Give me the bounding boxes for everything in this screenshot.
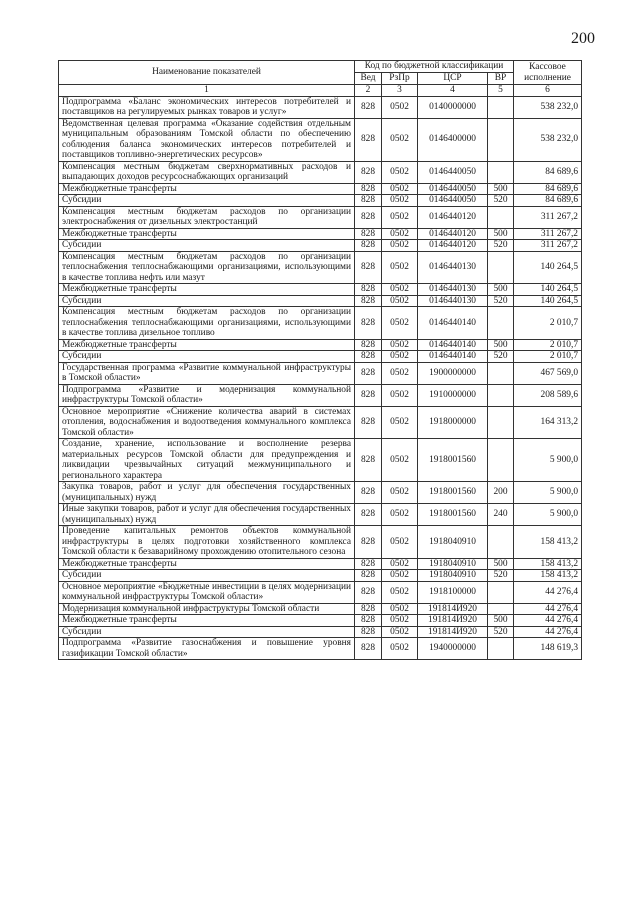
row-name: Ведомственная целевая программа «Оказание содействия отдельным муниципальным образованиям Томской области по обеспечению соблюдения баланса экономических интересов потребителей и поставщиков топливно-энергетических ресурсов» <box>59 118 355 161</box>
row-name: Межбюджетные трансферты <box>59 284 355 296</box>
row-cash: 311 267,2 <box>514 206 582 228</box>
row-name: Государственная программа «Развитие коммунальной инфраструктуры в Томской области» <box>59 362 355 384</box>
row-ved: 828 <box>355 161 382 183</box>
row-cash: 84 689,6 <box>514 161 582 183</box>
row-name: Субсидии <box>59 351 355 363</box>
row-vr <box>488 581 514 603</box>
row-rzpr: 0502 <box>382 439 418 482</box>
row-name: Компенсация местным бюджетам расходов по организации электроснабжения от дизельных электростанций <box>59 206 355 228</box>
row-rzpr: 0502 <box>382 183 418 195</box>
row-name: Компенсация местным бюджетам сверхнормативных расходов и выпадающих доходов ресурсоснабжающих организаций <box>59 161 355 183</box>
column-number: 4 <box>418 85 488 97</box>
row-csr: 1918000000 <box>418 406 488 439</box>
column-number: 5 <box>488 85 514 97</box>
table-row <box>59 526 582 559</box>
table-row <box>59 439 582 482</box>
table-row <box>59 351 582 363</box>
header-name: Наименование показателей <box>59 61 355 85</box>
row-rzpr: 0502 <box>382 228 418 240</box>
table-row <box>59 161 582 183</box>
row-ved: 828 <box>355 183 382 195</box>
row-vr: 500 <box>488 284 514 296</box>
row-name: Субсидии <box>59 195 355 207</box>
row-csr: 1918001560 <box>418 504 488 526</box>
row-cash: 311 267,2 <box>514 240 582 252</box>
row-ved: 828 <box>355 626 382 638</box>
row-rzpr: 0502 <box>382 339 418 351</box>
row-vr: 500 <box>488 339 514 351</box>
row-csr: 191814И920 <box>418 626 488 638</box>
row-rzpr: 0502 <box>382 251 418 284</box>
row-vr <box>488 251 514 284</box>
row-csr: 0146440050 <box>418 195 488 207</box>
table-row <box>59 183 582 195</box>
row-csr: 1918040910 <box>418 526 488 559</box>
row-name: Межбюджетные трансферты <box>59 339 355 351</box>
row-rzpr: 0502 <box>382 526 418 559</box>
row-rzpr: 0502 <box>382 558 418 570</box>
row-vr: 500 <box>488 183 514 195</box>
row-vr <box>488 362 514 384</box>
row-name: Основное мероприятие «Снижение количества аварий в системах отопления, водоснабжения и водоотведения коммунального комплекса Томской области» <box>59 406 355 439</box>
row-ved: 828 <box>355 284 382 296</box>
column-number: 2 <box>355 85 382 97</box>
header-csr: ЦСР <box>418 73 488 85</box>
row-ved: 828 <box>355 526 382 559</box>
row-csr: 0146440120 <box>418 240 488 252</box>
row-name: Субсидии <box>59 570 355 582</box>
header-cash: Кассовое исполнение <box>514 61 582 85</box>
row-vr: 520 <box>488 240 514 252</box>
table-row <box>59 482 582 504</box>
row-vr <box>488 406 514 439</box>
row-cash: 5 900,0 <box>514 439 582 482</box>
row-csr: 0146440140 <box>418 351 488 363</box>
header-code-group: Код по бюджетной классификации <box>355 61 514 73</box>
row-cash: 5 900,0 <box>514 482 582 504</box>
row-csr: 0146400000 <box>418 118 488 161</box>
row-cash: 158 413,2 <box>514 570 582 582</box>
row-csr: 1918040910 <box>418 570 488 582</box>
row-rzpr: 0502 <box>382 603 418 615</box>
table-row <box>59 626 582 638</box>
table-row <box>59 240 582 252</box>
row-ved: 828 <box>355 581 382 603</box>
table-row <box>59 581 582 603</box>
row-ved: 828 <box>355 228 382 240</box>
row-cash: 44 276,4 <box>514 626 582 638</box>
row-ved: 828 <box>355 339 382 351</box>
row-csr: 1918001560 <box>418 439 488 482</box>
row-name: Субсидии <box>59 295 355 307</box>
row-cash: 5 900,0 <box>514 504 582 526</box>
row-rzpr: 0502 <box>382 581 418 603</box>
row-cash: 84 689,6 <box>514 195 582 207</box>
row-ved: 828 <box>355 351 382 363</box>
row-vr <box>488 439 514 482</box>
row-name: Компенсация местным бюджетам расходов по организации теплоснабжения теплоснабжающими организациями, использующими в качестве топлива дизельное топливо <box>59 307 355 340</box>
table-row <box>59 251 582 284</box>
row-rzpr: 0502 <box>382 504 418 526</box>
row-ved: 828 <box>355 295 382 307</box>
row-name: Межбюджетные трансферты <box>59 615 355 627</box>
row-ved: 828 <box>355 603 382 615</box>
row-ved: 828 <box>355 558 382 570</box>
row-name: Подпрограмма «Баланс экономических интересов потребителей и поставщиков на регулируемых рынках товаров и услуг» <box>59 96 355 118</box>
table-row <box>59 96 582 118</box>
row-cash: 140 264,5 <box>514 284 582 296</box>
row-csr: 1900000000 <box>418 362 488 384</box>
table-row <box>59 195 582 207</box>
row-rzpr: 0502 <box>382 240 418 252</box>
row-vr <box>488 526 514 559</box>
row-cash: 467 569,0 <box>514 362 582 384</box>
row-rzpr: 0502 <box>382 351 418 363</box>
table-row <box>59 228 582 240</box>
row-name: Создание, хранение, использование и восполнение резерва материальных ресурсов Томской области для предупреждения и ликвидации чрезвычайных ситуаций межмуниципального и регионального характера <box>59 439 355 482</box>
row-cash: 84 689,6 <box>514 183 582 195</box>
row-vr: 500 <box>488 228 514 240</box>
row-rzpr: 0502 <box>382 96 418 118</box>
row-csr: 1940000000 <box>418 638 488 660</box>
row-vr <box>488 603 514 615</box>
table-row <box>59 558 582 570</box>
row-rzpr: 0502 <box>382 206 418 228</box>
row-cash: 140 264,5 <box>514 295 582 307</box>
table-row <box>59 307 582 340</box>
row-cash: 44 276,4 <box>514 581 582 603</box>
column-numbers-row <box>59 85 582 97</box>
row-rzpr: 0502 <box>382 161 418 183</box>
row-cash: 44 276,4 <box>514 603 582 615</box>
row-rzpr: 0502 <box>382 615 418 627</box>
row-csr: 0146440120 <box>418 206 488 228</box>
row-vr <box>488 307 514 340</box>
row-vr: 500 <box>488 558 514 570</box>
table-row <box>59 384 582 406</box>
row-ved: 828 <box>355 504 382 526</box>
row-rzpr: 0502 <box>382 406 418 439</box>
row-cash: 44 276,4 <box>514 615 582 627</box>
row-csr: 0146440130 <box>418 284 488 296</box>
table-row <box>59 284 582 296</box>
row-rzpr: 0502 <box>382 362 418 384</box>
row-ved: 828 <box>355 206 382 228</box>
row-csr: 1910000000 <box>418 384 488 406</box>
row-csr: 191814И920 <box>418 603 488 615</box>
row-vr: 520 <box>488 195 514 207</box>
header-rzpr: РзПр <box>382 73 418 85</box>
row-csr: 0146440130 <box>418 295 488 307</box>
row-cash: 538 232,0 <box>514 96 582 118</box>
row-ved: 828 <box>355 638 382 660</box>
row-cash: 164 313,2 <box>514 406 582 439</box>
table-body <box>59 96 582 660</box>
row-csr: 1918001560 <box>418 482 488 504</box>
row-ved: 828 <box>355 615 382 627</box>
table-row <box>59 206 582 228</box>
row-ved: 828 <box>355 307 382 340</box>
row-ved: 828 <box>355 195 382 207</box>
row-cash: 208 589,6 <box>514 384 582 406</box>
row-name: Межбюджетные трансферты <box>59 183 355 195</box>
row-rzpr: 0502 <box>382 307 418 340</box>
row-rzpr: 0502 <box>382 118 418 161</box>
row-vr <box>488 638 514 660</box>
table-row <box>59 615 582 627</box>
row-vr: 520 <box>488 570 514 582</box>
row-csr: 0146440140 <box>418 307 488 340</box>
row-name: Субсидии <box>59 240 355 252</box>
table-row <box>59 295 582 307</box>
row-name: Подпрограмма «Развитие газоснабжения и повышение уровня газификации Томской области» <box>59 638 355 660</box>
row-rzpr: 0502 <box>382 570 418 582</box>
row-vr <box>488 118 514 161</box>
row-cash: 538 232,0 <box>514 118 582 161</box>
row-vr <box>488 384 514 406</box>
row-name: Межбюджетные трансферты <box>59 558 355 570</box>
row-ved: 828 <box>355 570 382 582</box>
row-name: Проведение капитальных ремонтов объектов коммунальной инфраструктуры в целях подготовки хозяйственного комплекса Томской области к безаварийному прохождению отопительного сезона <box>59 526 355 559</box>
row-rzpr: 0502 <box>382 284 418 296</box>
row-vr: 520 <box>488 351 514 363</box>
row-csr: 0146440140 <box>418 339 488 351</box>
row-cash: 140 264,5 <box>514 251 582 284</box>
table-row <box>59 118 582 161</box>
row-vr: 520 <box>488 626 514 638</box>
row-vr: 520 <box>488 295 514 307</box>
row-vr <box>488 96 514 118</box>
row-name: Закупка товаров, работ и услуг для обеспечения государственных (муниципальных) нужд <box>59 482 355 504</box>
row-csr: 0146440130 <box>418 251 488 284</box>
row-vr <box>488 161 514 183</box>
row-rzpr: 0502 <box>382 195 418 207</box>
row-rzpr: 0502 <box>382 384 418 406</box>
row-cash: 2 010,7 <box>514 307 582 340</box>
table-row <box>59 362 582 384</box>
row-ved: 828 <box>355 362 382 384</box>
row-csr: 1918040910 <box>418 558 488 570</box>
table-row <box>59 638 582 660</box>
page-number: 200 <box>571 30 595 47</box>
column-number: 6 <box>514 85 582 97</box>
row-name: Иные закупки товаров, работ и услуг для обеспечения государственных (муниципальных) нужд <box>59 504 355 526</box>
row-csr: 0146440120 <box>418 228 488 240</box>
row-ved: 828 <box>355 96 382 118</box>
row-csr: 0146440050 <box>418 183 488 195</box>
row-cash: 311 267,2 <box>514 228 582 240</box>
header-ved: Вед <box>355 73 382 85</box>
row-rzpr: 0502 <box>382 295 418 307</box>
row-ved: 828 <box>355 240 382 252</box>
budget-table <box>58 60 582 660</box>
row-cash: 158 413,2 <box>514 558 582 570</box>
row-ved: 828 <box>355 406 382 439</box>
row-vr: 500 <box>488 615 514 627</box>
row-ved: 828 <box>355 439 382 482</box>
table-row <box>59 504 582 526</box>
row-ved: 828 <box>355 384 382 406</box>
row-ved: 828 <box>355 482 382 504</box>
row-ved: 828 <box>355 118 382 161</box>
row-name: Подпрограмма «Развитие и модернизация коммунальной инфраструктуры Томской области» <box>59 384 355 406</box>
header-vr: ВР <box>488 73 514 85</box>
row-name: Межбюджетные трансферты <box>59 228 355 240</box>
row-rzpr: 0502 <box>382 482 418 504</box>
row-rzpr: 0502 <box>382 638 418 660</box>
row-csr: 1918100000 <box>418 581 488 603</box>
row-name: Основное мероприятие «Бюджетные инвестиции в целях модернизации коммунальной инфраструктуры Томской области» <box>59 581 355 603</box>
row-name: Модернизация коммунальной инфраструктуры Томской области <box>59 603 355 615</box>
row-name: Субсидии <box>59 626 355 638</box>
row-vr <box>488 206 514 228</box>
row-csr: 191814И920 <box>418 615 488 627</box>
row-cash: 148 619,3 <box>514 638 582 660</box>
column-number: 1 <box>59 85 355 97</box>
row-cash: 2 010,7 <box>514 351 582 363</box>
row-csr: 0140000000 <box>418 96 488 118</box>
row-cash: 158 413,2 <box>514 526 582 559</box>
table-row <box>59 603 582 615</box>
table-row <box>59 339 582 351</box>
table-row <box>59 570 582 582</box>
row-name: Компенсация местным бюджетам расходов по организации теплоснабжения теплоснабжающими организациями, использующими в качестве топлива нефть или мазут <box>59 251 355 284</box>
row-cash: 2 010,7 <box>514 339 582 351</box>
row-ved: 828 <box>355 251 382 284</box>
row-csr: 0146440050 <box>418 161 488 183</box>
table-row <box>59 406 582 439</box>
row-vr: 240 <box>488 504 514 526</box>
row-rzpr: 0502 <box>382 626 418 638</box>
row-vr: 200 <box>488 482 514 504</box>
column-number: 3 <box>382 85 418 97</box>
